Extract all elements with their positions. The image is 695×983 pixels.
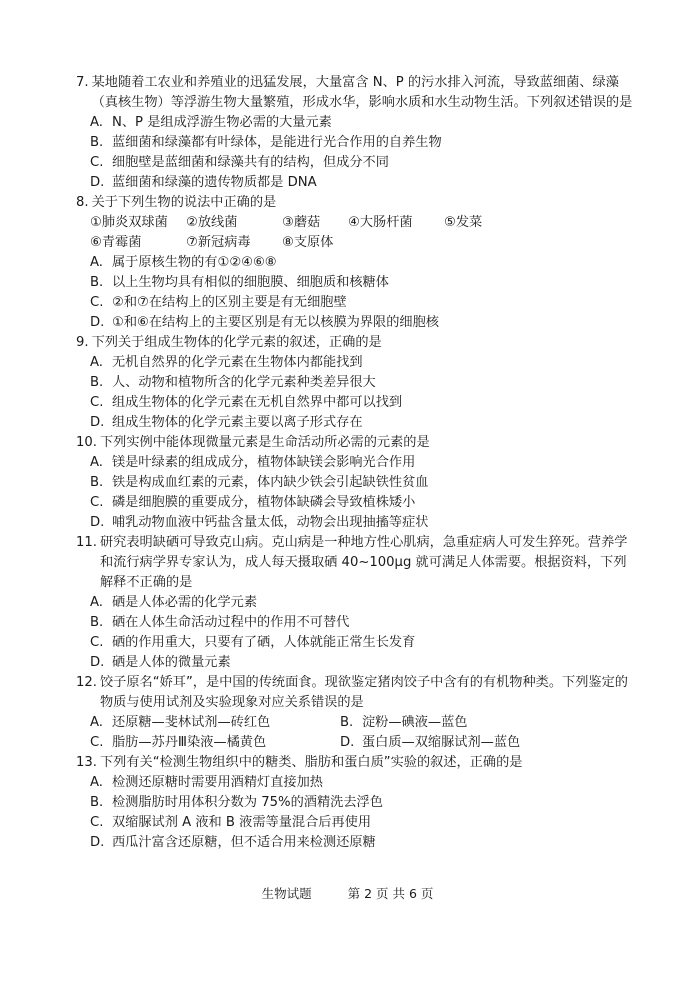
question-7	[76, 73, 636, 193]
option-c: C. 硒的作用重大，只要有了硒，人体就能正常生长发育	[90, 635, 416, 650]
option-d: D. 蓝细菌和绿藻的遗传物质都是 DNA	[90, 175, 317, 190]
question-stem: 关于下列生物的说法中正确的是	[91, 195, 277, 210]
question-number: 7.	[76, 75, 89, 90]
option-row	[76, 713, 636, 733]
organism-item: ⑤发菜	[444, 215, 483, 230]
question-12	[76, 673, 636, 753]
option-c: C. 双缩脲试剂 A 液和 B 液需等量混合后再使用	[90, 815, 372, 830]
page-footer	[0, 885, 695, 903]
question-stem: 下列有关“检测生物组织中的糖类、脂肪和蛋白质”实验的叙述，正确的是	[99, 755, 523, 770]
option-d: D. 硒是人体的微量元素	[90, 655, 231, 670]
organism-item: ①肺炎双球菌	[90, 215, 168, 230]
option-c: C. 细胞壁是蓝细菌和绿藻共有的结构，但成分不同	[90, 155, 389, 170]
option-a: A. 还原糖—斐林试剂—砖红色	[90, 715, 271, 730]
option-a: A. 检测还原糖时需要用酒精灯直接加热	[90, 775, 323, 790]
organism-item: ③蘑菇	[282, 215, 321, 230]
option-b: B. 人、动物和植物所含的化学元素种类差异很大	[90, 375, 376, 390]
organism-item: ⑥青霉菌	[90, 235, 142, 250]
question-number: 10.	[76, 435, 97, 450]
organism-list-row-1	[76, 213, 636, 233]
option-b: B. 硒在人体生命活动过程中的作用不可替代	[90, 615, 350, 630]
option-a: A. 硒是人体必需的化学元素	[90, 595, 258, 610]
question-stem: 某地随着工农业和养殖业的迅猛发展，大量富含 N、P 的污水排入河流，导致蓝细菌、绿藻（真核生物）等浮游生物大量繁殖，形成水华，影响水质和水生动物生活。下列叙述错误的是	[91, 75, 633, 110]
question-11	[76, 533, 636, 673]
option-a: A. N、P 是组成浮游生物必需的大量元素	[90, 115, 332, 130]
option-row	[76, 733, 636, 753]
option-a: A. 无机自然界的化学元素在生物体内都能找到	[90, 355, 363, 370]
question-stem: 下列实例中能体现微量元素是生命活动所必需的元素的是	[99, 435, 430, 450]
question-stem: 研究表明缺硒可导致克山病。克山病是一种地方性心肌病，急重症病人可发生猝死。营养学和流行病学界专家认为，成人每天摄取硒 40~100μg 就可满足人体需要。根据资料，下列解释不正确的是	[99, 535, 628, 590]
question-number: 12.	[76, 675, 97, 690]
question-stem: 下列关于组成生物体的化学元素的叙述，正确的是	[91, 335, 382, 350]
organism-item: ④大肠杆菌	[348, 215, 413, 230]
option-d: D. 组成生物体的化学元素主要以离子形式存在	[90, 415, 363, 430]
option-c: C. 磷是细胞膜的重要成分，植物体缺磷会导致植株矮小	[90, 495, 416, 510]
option-b: B. 淀粉—碘液—蓝色	[340, 715, 468, 730]
question-list	[76, 73, 636, 853]
question-13	[76, 753, 636, 853]
option-a: A. 镁是叶绿素的组成成分，植物体缺镁会影响光合作用	[90, 455, 416, 470]
organism-list-row-2	[76, 233, 636, 253]
option-a: A. 属于原核生物的有①②④⑥⑧	[90, 255, 277, 270]
question-8	[76, 193, 636, 333]
question-number: 8.	[76, 195, 89, 210]
option-d: D. 蛋白质—双缩脲试剂—蓝色	[340, 735, 521, 750]
option-d: D. 哺乳动物血液中钙盐含量太低，动物会出现抽搐等症状	[90, 515, 429, 530]
organism-item: ②放线菌	[186, 215, 238, 230]
option-c: C. ②和⑦在结构上的区别主要是有无细胞壁	[90, 295, 347, 310]
question-number: 11.	[76, 535, 97, 550]
option-d: D. ①和⑥在结构上的主要区别是有无以核膜为界限的细胞核	[90, 315, 439, 330]
question-number: 13.	[76, 755, 97, 770]
option-b: B. 蓝细菌和绿藻都有叶绿体，是能进行光合作用的自养生物	[90, 135, 442, 150]
option-d: D. 西瓜汁富含还原糖，但不适合用来检测还原糖	[90, 835, 376, 850]
question-10	[76, 433, 636, 533]
footer-page-number: 第 2 页 共 6 页	[347, 886, 434, 901]
question-9	[76, 333, 636, 433]
option-c: C. 组成生物体的化学元素在无机自然界中都可以找到	[90, 395, 403, 410]
organism-item: ⑦新冠病毒	[186, 235, 251, 250]
option-b: B. 铁是构成血红素的元素，体内缺少铁会引起缺铁性贫血	[90, 475, 429, 490]
question-stem: 饺子原名“娇耳”，是中国的传统面食。现欲鉴定猪肉饺子中含有的有机物种类。下列鉴定的物质与使用试剂及实验现象对应关系错误的是	[99, 675, 628, 710]
option-b: B. 以上生物均具有相似的细胞膜、细胞质和核糖体	[90, 275, 389, 290]
footer-subject: 生物试题	[261, 886, 312, 901]
option-c: C. 脂肪—苏丹Ⅲ染液—橘黄色	[90, 735, 267, 750]
question-number: 9.	[76, 335, 89, 350]
organism-item: ⑧支原体	[282, 235, 334, 250]
option-b: B. 检测脂肪时用体积分数为 75%的酒精洗去浮色	[90, 795, 383, 810]
